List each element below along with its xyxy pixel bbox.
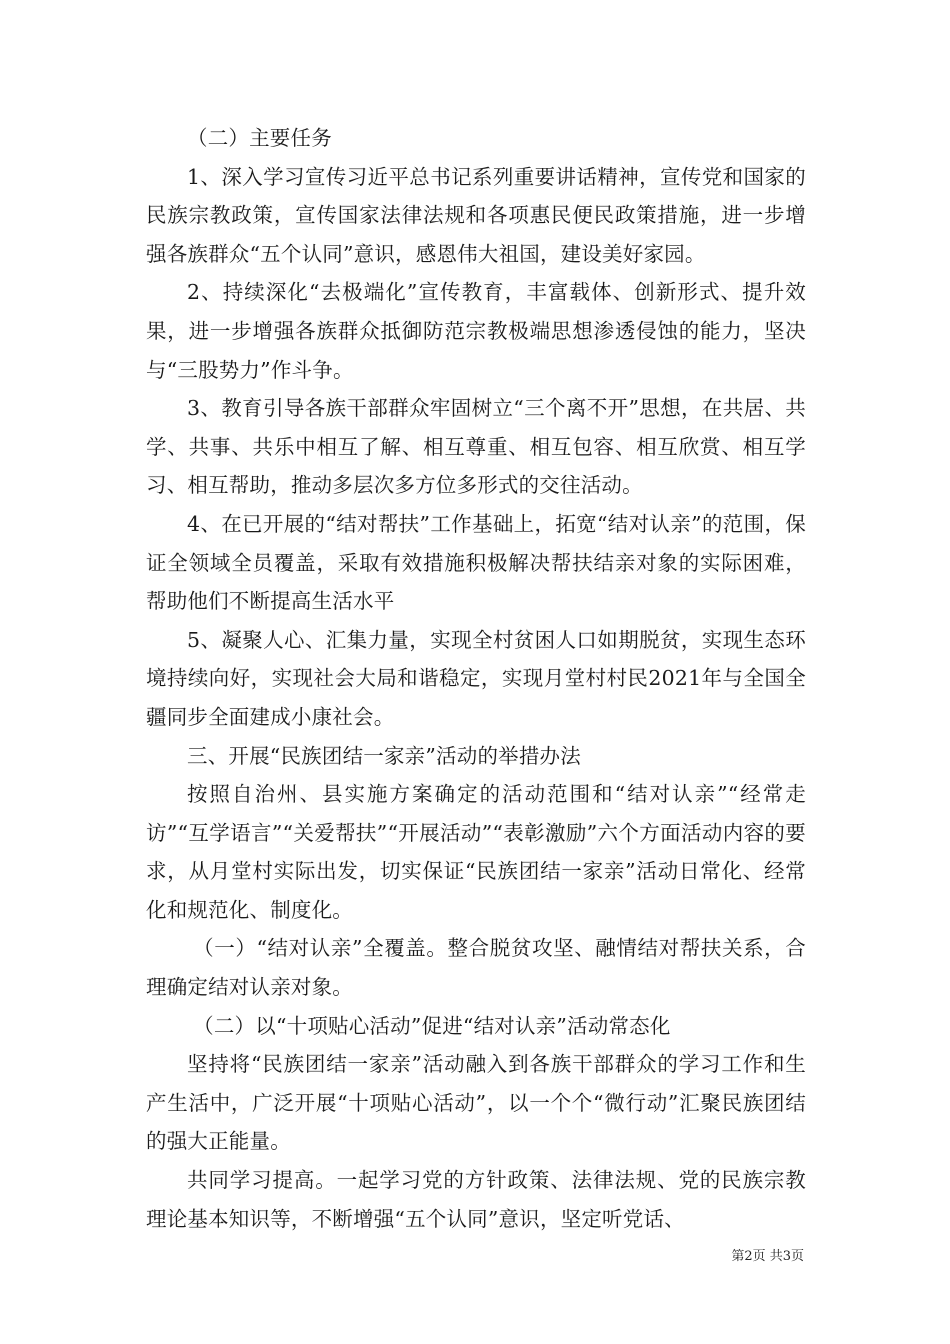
- section-heading-measures: 三、开展“民族团结一家亲”活动的举措办法: [187, 743, 581, 768]
- subheading-ten-activities: （二）以“十项贴心活动”促进“结对认亲”活动常态化: [193, 1013, 671, 1038]
- paragraph-task-3: 3、教育引导各族干部群众牢固树立“三个离不开”思想，在共居、共学、共事、共乐中相互了解、相互尊重、相互包容、相互欣赏、相互学习、相互帮助，推动多层次多方位多形式的交往活动。: [146, 396, 806, 498]
- paragraph-measures-intro: 按照自治州、县实施方案确定的活动范围和“结对认亲”“经常走访”“互学语言”“关爱帮扶”“开展活动”“表彰激励”六个方面活动内容的要求，从月堂村实际出发，切实保证“民族团结一家亲”活动日常化、经常化和规范化、制度化。: [146, 782, 806, 922]
- section-heading-main-tasks: （二）主要任务: [187, 126, 332, 150]
- document-body: [146, 119, 806, 1238]
- paragraph-full-coverage: （一）“结对认亲”全覆盖。整合脱贫攻坚、融情结对帮扶关系，合理确定结对认亲对象。: [146, 936, 806, 1000]
- paragraph-task-2: 2、持续深化“去极端化”宣传教育，丰富载体、创新形式、提升效果，进一步增强各族群众抵御防范宗教极端思想渗透侵蚀的能力，坚决与“三股势力”作斗争。: [146, 280, 806, 382]
- paragraph-learn-together: 共同学习提高。一起学习党的方针政策、法律法规、党的民族宗教理论基本知识等，不断增强“五个认同”意识，坚定听党话、: [146, 1168, 806, 1231]
- page-number: 第2页 共3页: [731, 1249, 804, 1264]
- paragraph-task-4: 4、在已开展的“结对帮扶”工作基础上，拓宽“结对认亲”的范围，保证全领域全员覆盖，采取有效措施积极解决帮扶结亲对象的实际困难，帮助他们不断提高生活水平: [146, 511, 806, 614]
- paragraph-task-5: 5、凝聚人心、汇集力量，实现全村贫困人口如期脱贫，实现生态环境持续向好，实现社会大局和谐稳定，实现月堂村村民2021年与全国全疆同步全面建成小康社会。: [146, 627, 806, 729]
- paragraph-task-1: 1、深入学习宣传习近平总书记系列重要讲话精神，宣传党和国家的民族宗教政策，宣传国家法律法规和各项惠民便民政策措施，进一步增强各族群众“五个认同”意识，感恩伟大祖国，建设美好家园。: [146, 164, 806, 266]
- paragraph-ten-activities: 坚持将“民族团结一家亲”活动融入到各族干部群众的学习工作和生产生活中，广泛开展“十项贴心活动”，以一个个“微行动”汇聚民族团结的强大正能量。: [146, 1052, 806, 1154]
